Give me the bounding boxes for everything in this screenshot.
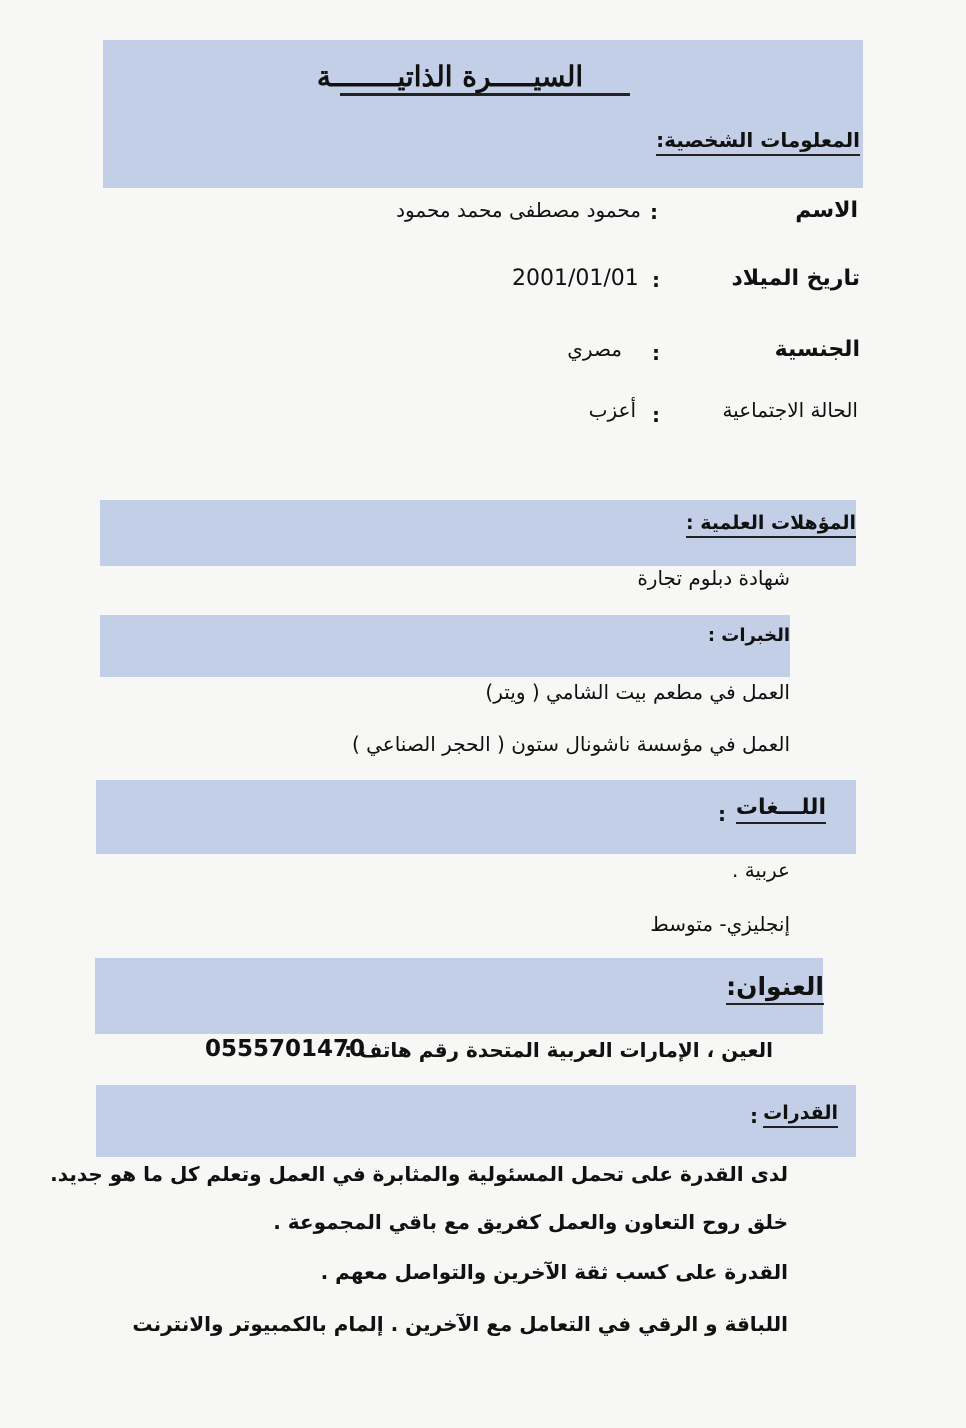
qualification-item: شهادة دبلوم تجارة [637, 566, 790, 590]
dob-value: 2001/01/01 [512, 266, 639, 291]
ability-item-2: خلق روح التعاون والعمل كفريق مع باقي المجموعة . [273, 1210, 788, 1234]
title-underline [340, 93, 630, 96]
address-section-label: العنوان: [726, 972, 824, 1005]
address-band [95, 958, 823, 1034]
ability-item-3: القدرة على كسب ثقة الآخرين والتواصل معهم . [320, 1260, 788, 1284]
experience-item-1: العمل في مطعم بيت الشامي ( ويتر) [485, 680, 790, 704]
page-title: السيـــــرة الذاتيــــــــة [316, 60, 584, 93]
experience-item-2: العمل في مؤسسة ناشونال ستون ( الحجر الصناعي ) [351, 732, 790, 756]
nationality-label: الجنسية [774, 337, 860, 362]
language-item-2: إنجليزي- متوسط [650, 912, 790, 936]
address-text: العين ، الإمارات العربية المتحدة رقم هاتف : [344, 1038, 773, 1062]
marital-label: الحالة الاجتماعية [722, 398, 858, 422]
marital-value: أعزب [588, 398, 636, 422]
ability-item-4: اللباقة و الرقي في التعامل مع الآخرين . إلمام بالكمبيوتر والانترنت [132, 1312, 788, 1336]
qualifications-section-label: المؤهلات العلمية : [686, 512, 856, 538]
marital-colon: : [652, 403, 660, 427]
ability-item-1: لدى القدرة على تحمل المسئولية والمثابرة في العمل وتعلم كل ما هو جديد. [50, 1162, 788, 1186]
abilities-colon: : [750, 1104, 758, 1128]
nationality-colon: : [652, 341, 660, 365]
nationality-value: مصري [567, 337, 622, 361]
abilities-section-label: القدرات [763, 1102, 838, 1128]
name-value: محمود مصطفى محمد محمود [396, 198, 641, 222]
personal-section-label: المعلومات الشخصية: [656, 128, 860, 156]
language-item-1: عربية . [731, 858, 790, 882]
languages-colon: : [718, 802, 726, 826]
experience-band [100, 615, 790, 677]
name-colon: : [650, 200, 658, 224]
abilities-band [96, 1085, 856, 1157]
name-label: الاسم [795, 198, 858, 223]
dob-colon: : [652, 268, 660, 292]
languages-section-label: اللـــغات [736, 795, 826, 824]
phone-number: 0555701470 [205, 1036, 366, 1062]
dob-label: تاريخ الميلاد [731, 266, 860, 291]
experience-section-label: الخبرات : [707, 625, 790, 646]
